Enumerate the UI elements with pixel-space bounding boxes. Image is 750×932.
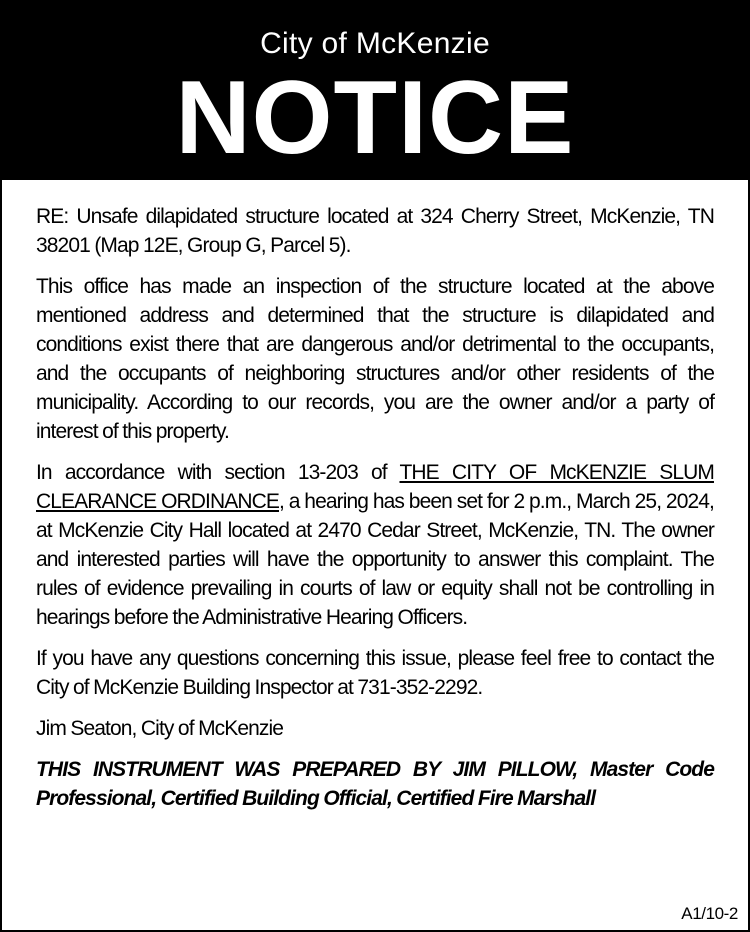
notice-body xyxy=(2,180,748,813)
notice-title: NOTICE xyxy=(175,60,575,176)
ad-code: A1/10-2 xyxy=(681,904,738,923)
questions-paragraph: If you have any questions concerning this issue, please feel free to contact the City of McKenzie Building Inspector at 731-352-2292. xyxy=(36,647,714,699)
city-name: City of McKenzie xyxy=(260,27,490,60)
signature: Jim Seaton, City of McKenzie xyxy=(36,717,284,740)
hearing-text-end: , a hearing has been set for 2 p.m., March 25, 2024, at McKenzie City Hall located at 2470 Cedar Street, McKenzie, TN. The owner and interested parties will have the opportunity to answer this complaint. The rules of evidence prevailing in courts of law or equity shall not be controlling in hearings before the Administrative Hearing Officers. xyxy=(36,490,714,629)
re-paragraph: RE: Unsafe dilapidated structure located at 324 Cherry Street, McKenzie, TN 38201 (Map 12E, Group G, Parcel 5). xyxy=(36,205,714,257)
hearing-paragraph xyxy=(36,458,714,632)
notice-header xyxy=(2,2,748,180)
inspection-paragraph: This office has made an inspection of the structure located at the above mentioned address and determined that the structure is dilapidated and conditions exist there that are dangerous and/or detrimental to the occupants, and the occupants of neighboring structures and/or other residents of the municipality. According to our records, you are the owner and/or a party of interest of this property. xyxy=(36,275,714,443)
prepared-by-statement: THIS INSTRUMENT WAS PREPARED BY JIM PILLOW, Master Code Professional, Certified Building Official, Certified Fire Marshall xyxy=(36,758,714,810)
ordinance-title: THE CITY OF McKENZIE SLUM CLEARANCE ORDINANCE xyxy=(36,461,714,513)
hearing-text-start: In accordance with section 13-203 of xyxy=(36,461,400,484)
